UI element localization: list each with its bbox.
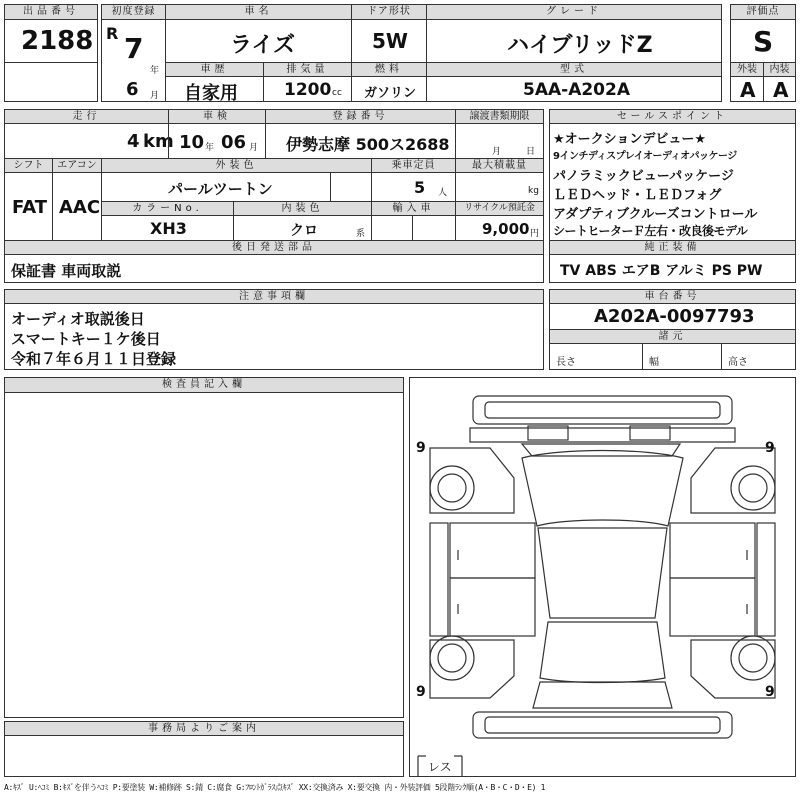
displacement-unit: cc <box>332 88 342 98</box>
door-type: 5W <box>372 29 408 53</box>
exterior-grade-cell <box>730 76 764 102</box>
ext-color-extra <box>330 172 372 202</box>
first-reg-cell <box>101 19 166 102</box>
damage-legend: A:ｷｽﾞ U:ﾍｺﾐ B:ｷｽﾞを伴うﾍｺﾐ P:要塗装 W:補修跡 S:錆 C:腐食 G:ﾌﾛﾝﾄｶﾞﾗｽ点ｷｽﾞ XX:交換済み X:要交換 内・外装評価 5段階ﾗﾝｸ順(A・B・C・D・E) 1 <box>4 783 546 792</box>
reg-month-unit: 月 <box>150 91 160 101</box>
tire-rr-tread: 9 <box>765 684 775 700</box>
standard-equipment-cell <box>549 254 796 283</box>
import-header: 輸入車 <box>371 201 456 216</box>
era: R <box>106 24 119 43</box>
recycle-unit: 円 <box>530 229 540 239</box>
inspection-year-unit: 年 <box>205 143 215 153</box>
tire-fl-tread: 9 <box>416 440 426 456</box>
max-load-cell <box>455 172 544 202</box>
shift-header: シフト <box>4 158 53 173</box>
rear-window <box>540 622 665 683</box>
reg-no-cell <box>265 123 456 159</box>
inspector-header: 検査員記入欄 <box>4 377 404 393</box>
grade-cell <box>426 19 722 63</box>
front-left-fender <box>430 448 514 513</box>
model-code: 5AA-A202A <box>523 80 630 100</box>
score-header: 評価点 <box>730 4 796 20</box>
shift-cell <box>4 172 53 241</box>
car-name: ライズ <box>230 33 296 58</box>
grade: ハイブリッドZ <box>507 33 653 58</box>
displacement-cell <box>263 76 352 102</box>
color-no-cell <box>101 215 234 241</box>
import-cell <box>371 215 413 241</box>
shift: FAT <box>12 197 48 218</box>
exterior-header: 外装 <box>730 62 764 77</box>
tailgate <box>533 682 672 708</box>
sales-point-6: シートヒーターＦ左右・改良後モデル <box>553 224 748 238</box>
spare-tire: レス <box>428 760 452 774</box>
height-label: 高さ <box>728 357 748 368</box>
office-info-header: 事務局よりご案内 <box>4 721 404 736</box>
sales-point-2: 9インチディスプレイオーディオパッケージ <box>553 151 737 162</box>
wheels <box>430 466 775 680</box>
reg-no-header: 登録番号 <box>265 109 456 124</box>
int-color: クロ <box>290 223 318 239</box>
interior-grade-cell <box>763 76 796 102</box>
front-right-fender <box>691 448 775 513</box>
color-no-header: カラーNo. <box>101 201 234 216</box>
inspection-header: 車検 <box>168 109 266 124</box>
mileage-cell <box>4 123 174 159</box>
history: 自家用 <box>184 83 238 104</box>
reg-year-unit: 年 <box>150 66 160 76</box>
later-docs: 保証書 車両取説 <box>11 262 122 280</box>
mileage-header: 走行 <box>4 109 169 124</box>
wheel-rear-right <box>731 636 775 680</box>
rear-bumper <box>473 712 732 738</box>
front-right-door <box>670 523 755 578</box>
car-name-header: 車名 <box>165 4 352 20</box>
chassis-no-header: 車台番号 <box>549 289 796 304</box>
capacity: 5 <box>414 178 426 197</box>
car-outline <box>430 396 775 738</box>
fuel: ガソリン <box>364 86 417 101</box>
fuel-header: 燃料 <box>351 62 427 77</box>
car-name-cell <box>165 19 352 63</box>
later-docs-cell <box>4 254 544 283</box>
wheel-rear-left-rim <box>438 644 466 672</box>
standard-equipment: TV ABS エアB アルミ PS PW <box>560 263 763 279</box>
max-load-unit: kg <box>528 186 539 196</box>
rear-left-door <box>450 578 535 636</box>
int-color-header: 内装色 <box>233 201 372 216</box>
height-cell <box>721 343 796 370</box>
windshield <box>522 451 683 527</box>
model-code-cell <box>426 76 722 102</box>
wheel-rear-left <box>430 636 474 680</box>
color-no: XH3 <box>150 219 187 238</box>
door-header: ドア形状 <box>351 4 427 20</box>
chassis-no-cell <box>549 303 796 330</box>
rear-bumper-inner <box>485 717 720 733</box>
notes-header: 注意事項欄 <box>4 289 544 304</box>
deadline-day-unit: 日 <box>526 147 536 157</box>
grade-header: グレード <box>426 4 722 20</box>
capacity-cell <box>371 172 456 202</box>
inspection-month-unit: 月 <box>249 143 259 153</box>
note-2: スマートキー１ケ後日 <box>11 330 161 348</box>
exterior-grade: A <box>740 78 756 102</box>
wheel-front-right-rim <box>739 474 767 502</box>
reg-year: 7 <box>124 32 144 65</box>
car-diagram-box <box>409 377 796 777</box>
inspection-month: 06 <box>221 132 247 153</box>
max-load-header: 最大積載量 <box>455 158 544 173</box>
tire-rl-tread: 9 <box>416 684 426 700</box>
aircon-header: エアコン <box>52 158 102 173</box>
front-bumper-inner <box>485 402 720 418</box>
ext-color-cell <box>101 172 331 202</box>
import-cell-2 <box>412 215 456 241</box>
right-sill <box>757 523 775 636</box>
spare-bracket-left <box>418 756 426 776</box>
door-cell <box>351 19 427 63</box>
mileage-unit: km <box>143 131 174 152</box>
model-code-header: 型式 <box>426 62 722 77</box>
tire-fr-tread: 9 <box>765 440 775 456</box>
front-left-door <box>450 523 535 578</box>
length-cell <box>549 343 643 370</box>
office-info-box <box>4 735 404 777</box>
lot-no-cell <box>4 19 98 63</box>
score: S <box>753 25 774 58</box>
capacity-header: 乗車定員 <box>371 158 456 173</box>
spare-bracket-right <box>454 756 462 776</box>
standard-equipment-header: 純正装備 <box>549 240 796 255</box>
capacity-unit: 人 <box>438 188 448 198</box>
aircon: AAC <box>59 197 101 218</box>
wheel-rear-right-rim <box>739 644 767 672</box>
recycle-cell <box>455 215 544 241</box>
recycle: 9,000 <box>482 220 530 238</box>
sales-point-box <box>549 123 796 241</box>
recycle-header: リサイクル預託金 <box>455 201 544 216</box>
rear-right-door <box>670 578 755 636</box>
lot-no: 2188 <box>21 26 94 56</box>
fuel-cell <box>351 76 427 102</box>
inspector-box <box>4 392 404 718</box>
roof <box>538 528 667 618</box>
wheel-front-left <box>430 466 474 510</box>
left-sill <box>430 523 448 636</box>
displacement: 1200 <box>284 80 332 100</box>
dimensions-header: 諸元 <box>549 329 796 344</box>
wheel-front-right <box>731 466 775 510</box>
ext-color-header: 外装色 <box>101 158 372 173</box>
sales-point-4: ＬＥＤヘッド・ＬＥＤフォグ <box>553 188 722 203</box>
int-color-unit: 系 <box>356 229 366 239</box>
aircon-cell <box>52 172 102 241</box>
interior-header: 内装 <box>763 62 796 77</box>
note-3: 令和７年６月１１日登録 <box>11 350 177 368</box>
lot-no-blank <box>4 62 98 102</box>
later-docs-header: 後日発送部品 <box>4 240 544 255</box>
length-label: 長さ <box>556 357 576 368</box>
mileage: 4 <box>127 131 140 152</box>
width-label: 幅 <box>649 357 659 368</box>
transfer-deadline-cell <box>455 123 544 159</box>
sales-point-5: アダプティブクルーズコントロール <box>553 207 758 222</box>
score-cell <box>730 19 796 63</box>
reg-no: 伊勢志摩 500ス2688 <box>286 135 450 154</box>
inspection-cell <box>168 123 266 159</box>
lot-no-header: 出品番号 <box>4 4 98 20</box>
history-cell <box>165 76 264 102</box>
int-color-cell <box>233 215 372 241</box>
deadline-month-unit: 月 <box>492 147 502 157</box>
hood <box>470 428 735 442</box>
ext-color: パールツートン <box>168 180 273 198</box>
chassis-no: A202A-0097793 <box>594 306 755 327</box>
front-bumper <box>473 396 732 424</box>
sales-point-1: ★オークションデビュー★ <box>553 132 707 147</box>
note-1: オーディオ取説後日 <box>11 310 145 328</box>
first-reg-header: 初度登録 <box>101 4 166 20</box>
inspection-year: 10 <box>179 132 205 153</box>
transfer-deadline-header: 譲渡書類期限 <box>455 109 544 124</box>
sales-point-header: セールスポイント <box>549 109 796 124</box>
width-cell <box>642 343 722 370</box>
sales-point-3: パノラミックビューパッケージ <box>553 169 734 184</box>
car-diagram <box>410 378 795 776</box>
interior-grade: A <box>773 78 789 102</box>
reg-month: 6 <box>126 79 139 100</box>
history-header: 車歴 <box>165 62 264 77</box>
displacement-header: 排気量 <box>263 62 352 77</box>
notes-box <box>4 303 544 370</box>
wheel-front-left-rim <box>438 474 466 502</box>
